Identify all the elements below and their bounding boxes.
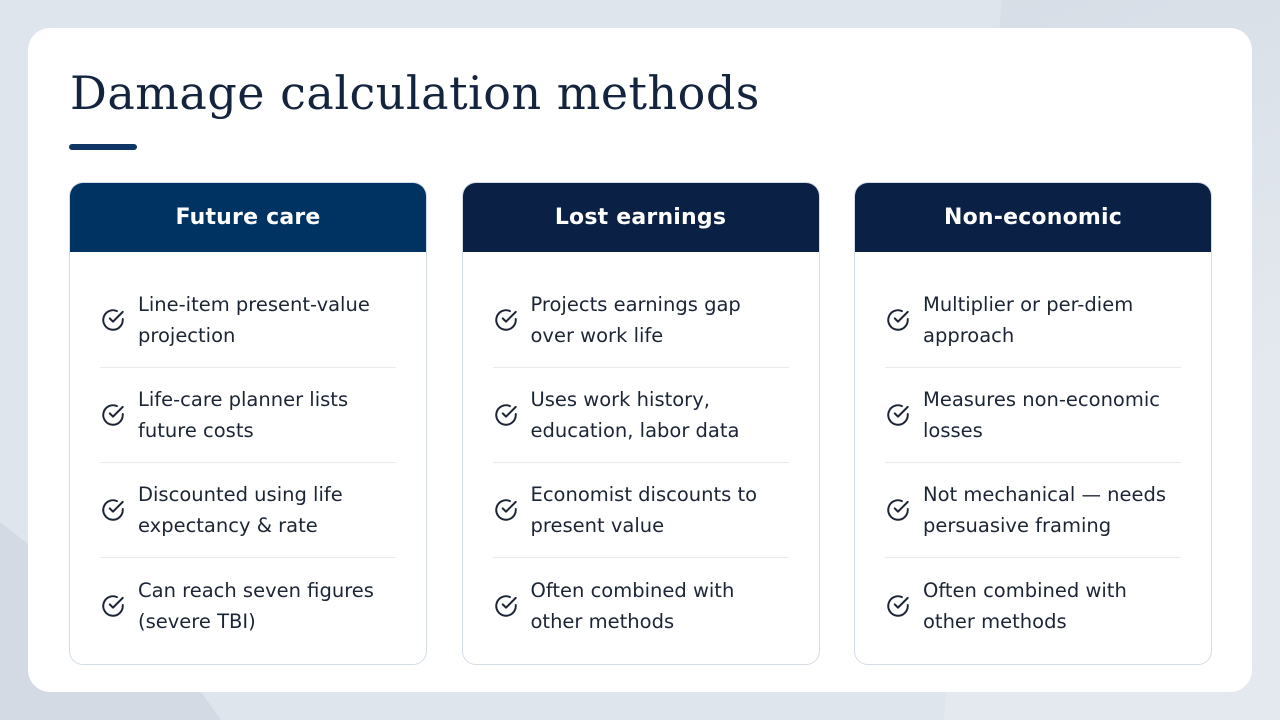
slide-panel — [28, 28, 1252, 692]
list-item-text: Multiplier or per-diem approach — [923, 293, 1134, 347]
list-item-text: Not mechanical — needs persuasive framing — [923, 483, 1167, 537]
cards-row — [69, 182, 1212, 665]
check-circle-icon — [100, 307, 126, 333]
card-lost-earnings — [462, 182, 820, 665]
list-item-text: Can reach seven figures (severe TBI) — [138, 578, 374, 633]
card-header — [70, 183, 426, 252]
title-underline — [69, 144, 137, 150]
check-circle-icon — [885, 497, 911, 523]
card-heading: Non-economic — [943, 205, 1123, 230]
check-circle-icon-svg — [493, 593, 519, 619]
list-item-text: Line-item present-value projection — [138, 293, 370, 347]
check-circle-icon — [493, 402, 519, 428]
check-circle-icon — [493, 593, 519, 619]
check-circle-icon-svg — [100, 402, 126, 428]
check-circle-icon — [100, 402, 126, 428]
card-body — [463, 252, 819, 653]
list-item-text: Measures non-economic losses — [923, 388, 1160, 442]
list-item — [100, 463, 396, 558]
list-item — [885, 273, 1181, 368]
check-circle-icon-svg — [493, 402, 519, 428]
check-circle-icon — [493, 307, 519, 333]
page-title: Damage calculation methods — [70, 66, 760, 120]
check-circle-icon-svg — [885, 307, 911, 333]
check-circle-icon-svg — [493, 307, 519, 333]
check-circle-icon — [885, 402, 911, 428]
list-item-text: Projects earnings gap over work life — [530, 293, 741, 347]
list-item-text: Often combined with other methods — [530, 578, 735, 633]
card-heading: Lost earnings — [554, 205, 727, 230]
check-circle-icon-svg — [100, 593, 126, 619]
list-item — [493, 558, 789, 653]
check-circle-icon — [885, 307, 911, 333]
check-circle-icon-svg — [100, 307, 126, 333]
list-item — [885, 558, 1181, 653]
card-header — [855, 183, 1211, 252]
check-circle-icon-svg — [493, 497, 519, 523]
card-body — [855, 252, 1211, 653]
list-item — [885, 463, 1181, 558]
card-body — [70, 252, 426, 653]
card-heading: Future care — [175, 205, 321, 230]
list-item — [100, 368, 396, 463]
list-item-text: Life-care planner lists future costs — [138, 388, 349, 442]
list-item-text: Uses work history, education, labor data — [530, 388, 740, 442]
check-circle-icon-svg — [885, 593, 911, 619]
check-circle-icon — [493, 497, 519, 523]
list-item — [885, 368, 1181, 463]
card-header — [463, 183, 819, 252]
list-item — [493, 463, 789, 558]
list-item-text: Discounted using life expectancy & rate — [138, 483, 343, 537]
list-item — [493, 368, 789, 463]
list-item-text: Often combined with other methods — [923, 578, 1127, 633]
check-circle-icon-svg — [100, 497, 126, 523]
check-circle-icon — [885, 593, 911, 619]
check-circle-icon — [100, 497, 126, 523]
list-item — [100, 558, 396, 653]
card-future-care — [69, 182, 427, 665]
check-circle-icon-svg — [885, 497, 911, 523]
list-item — [100, 273, 396, 368]
card-non-economic — [854, 182, 1212, 665]
list-item — [493, 273, 789, 368]
check-circle-icon-svg — [885, 402, 911, 428]
check-circle-icon — [100, 593, 126, 619]
list-item-text: Economist discounts to present value — [530, 483, 758, 537]
